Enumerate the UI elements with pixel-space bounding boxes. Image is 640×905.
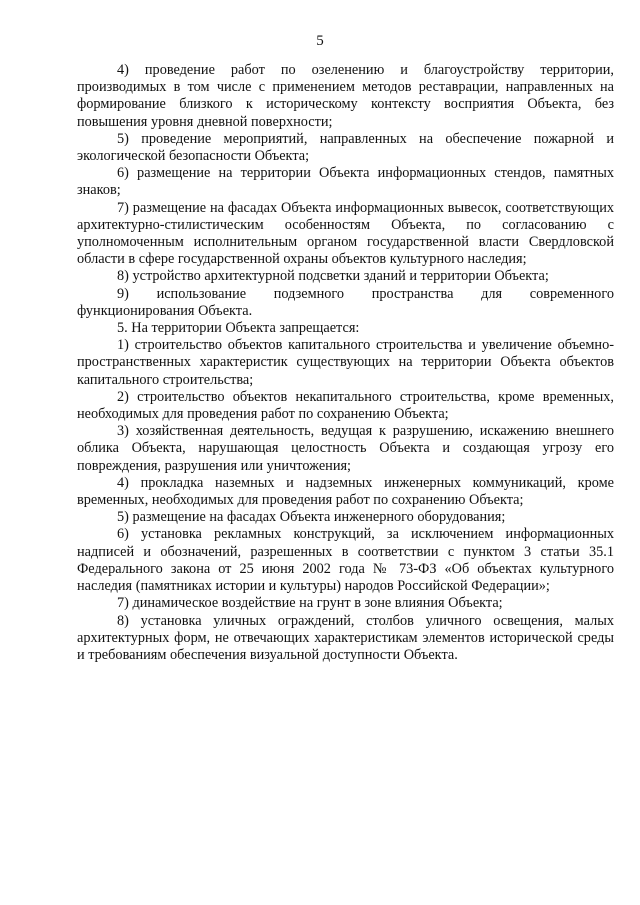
paragraph: 4) прокладка наземных и надземных инженерных коммуникаций, кроме временных, необходимых для проведения работ по сохранению Объекта; [77, 474, 614, 509]
paragraph: 6) размещение на территории Объекта информационных стендов, памятных знаков; [77, 165, 614, 199]
paragraph: 9) использование подземного пространства для современного функционирования Объекта. [77, 285, 614, 319]
paragraph: 1) строительство объектов капитального строительства и увеличение объемно-пространственных характеристик существующих на территории Объекта объектов капитального строительства; [77, 337, 614, 388]
paragraph: 5) проведение мероприятий, направленных на обеспечение пожарной и экологической безопасности Объекта; [77, 130, 614, 165]
document-body [77, 62, 614, 664]
page-number: 5 [316, 33, 324, 49]
paragraph: 7) динамическое воздействие на грунт в зоне влияния Объекта; [117, 595, 503, 612]
paragraph: 6) установка рекламных конструкций, за исключением информационных надписей и обозначений, разрешенных в соответствии с пунктом 3 статьи 35.1 Федерального закона от 25 июня 2002 года № 73-ФЗ «Об объектах культурного наследия (памятниках истории и культуры) народов Российской Федерации»; [77, 526, 614, 595]
paragraph: 7) размещение на фасадах Объекта информационных вывесок, соответствующих архитектурно-стилистическим особенностям Объекта, по согласованию с уполномоченным исполнительным органом государственной власти Свердловской области в сфере государственной охраны объектов культурного наследия; [77, 199, 614, 268]
paragraph: 4) проведение работ по озеленению и благоустройству территории, производимых в том числе с применением методов реставрации, направленных на формирование близкого к историческому контексту восприятия Объекта, без повышения уровня дневной поверхности; [77, 62, 614, 130]
paragraph: 8) устройство архитектурной подсветки зданий и территории Объекта; [117, 268, 549, 285]
section-heading: 5. На территории Объекта запрещается: [117, 320, 360, 337]
paragraph: 5) размещение на фасадах Объекта инженерного оборудования; [117, 509, 506, 526]
paragraph: 8) установка уличных ограждений, столбов уличного освещения, малых архитектурных форм, не отвечающих характеристикам элементов исторической среды и требованиям обеспечения визуальной доступности Объекта. [77, 612, 614, 663]
paragraph: 3) хозяйственная деятельность, ведущая к разрушению, искажению внешнего облика Объекта, нарушающая целостность Объекта и создающая угрозу его повреждения, разрушения или уничтожения; [77, 423, 614, 474]
paragraph: 2) строительство объектов некапитального строительства, кроме временных, необходимых для проведения работ по сохранению Объекта; [77, 388, 614, 423]
